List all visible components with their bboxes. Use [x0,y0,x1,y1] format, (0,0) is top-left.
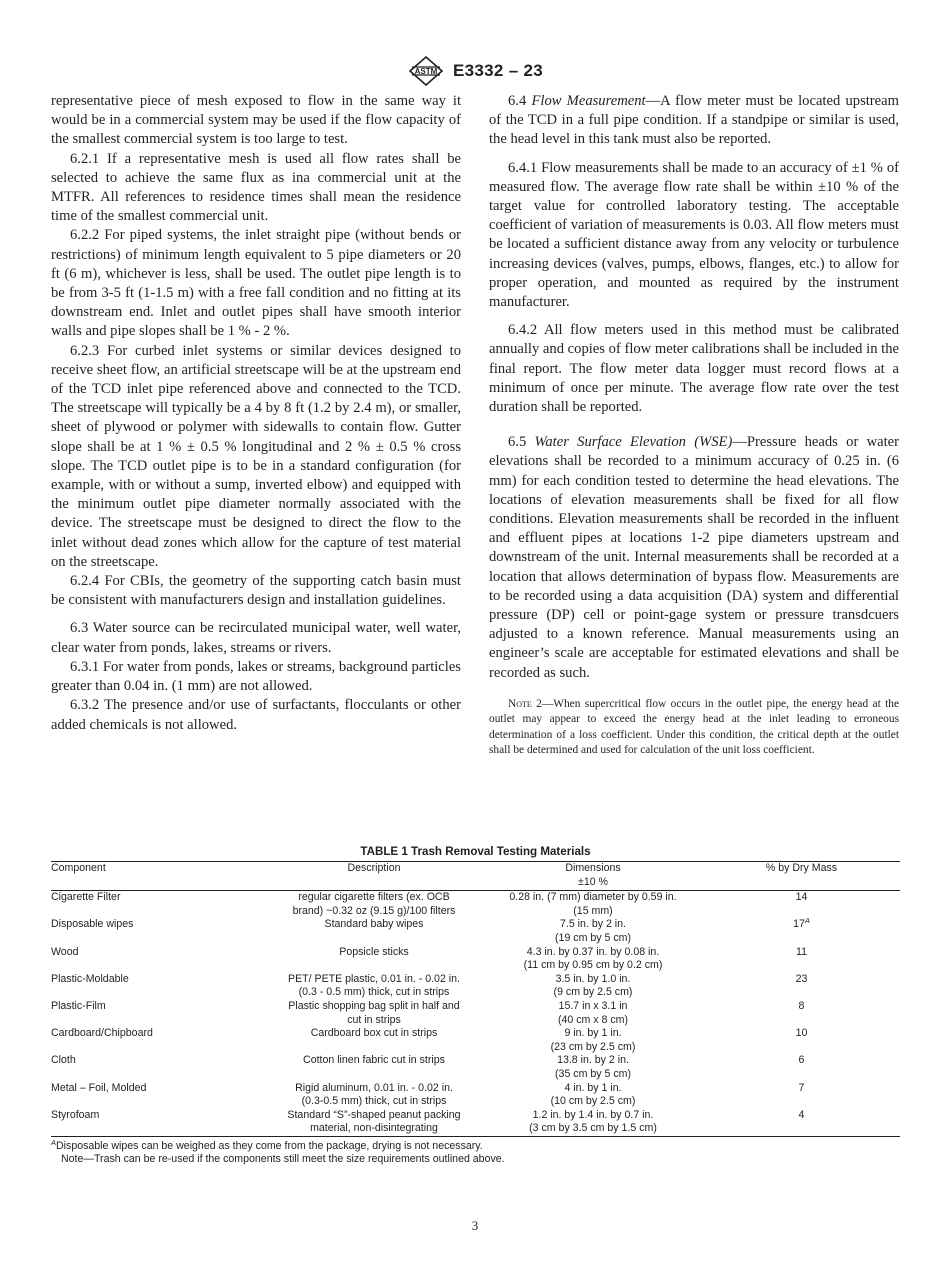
section-6-4-number: 6.4 [508,93,527,109]
mass-value: 10 [795,1027,808,1040]
component-name: Plastic-Film [51,999,106,1012]
dimensions-line1: 4.3 in. by 0.37 in. by 0.08 in. [526,945,660,958]
mass-value: 11 [796,945,807,958]
dimensions-line1: 9 in. by 1 in. [564,1027,622,1040]
description-line1: Plastic shopping bag split in half and [288,999,460,1012]
section-6-3-1: 6.3.1 For water from ponds, lakes or streams, background particles greater than 0.04 in. (1 mm) are not allowed. [51,658,461,695]
cell-component [51,1000,265,1027]
mass-value: 23 [795,972,808,985]
section-6-4-text: —A flow meter must be located upstream of the TCD in a full pipe condition. If a standpipe or similar is used, the head level in this tank must also be reported. [489,93,899,148]
dimensions-line2: (15 mm) [573,904,613,917]
header-component: Component [51,862,106,874]
section-6-4-1: 6.4.1 Flow measurements shall be made to an accuracy of ±1 % of measured flow. The average flow rate shall be within ±10 % of the target value for controlled laboratory testing. The acceptable coefficient of variation of measurements is 0.03. All flow meters must be located a sufficient distance away from any velocity or turbulence increasing devices (valves, pumps, elbows, flanges, etc.) to allow for proper operation, and mounted as required by the instrument manufacturer. [489,159,899,311]
section-6-3: 6.3 Water source can be recirculated municipal water, well water, clear water from ponds, lakes, streams or rivers. [51,620,461,656]
component-name: Plastic-Moldable [51,972,129,985]
cell-description [265,891,483,919]
description-line1: Standard “S”-shaped peanut packing [287,1108,461,1121]
cell-dimensions [483,1000,703,1027]
description-line2: brand) ~0.32 oz (9.15 g)/100 filters [292,904,456,917]
dimensions-line1: 1.2 in. by 1.4 in. by 0.7 in. [532,1108,654,1121]
description-line1: Standard baby wipes [324,918,424,931]
section-6-4-2: 6.4.2 All flow meters used in this method must be calibrated annually and copies of flow meter calibrations shall be included in the final report. The flow meter data logger must record flows at a minimum of once per minute. The average flow rate over the test duration shall be reported. [489,322,899,416]
dimensions-line2: (10 cm by 2.5 cm) [550,1095,636,1108]
note-2 [489,697,899,759]
dimensions-line1: 3.5 in. by 1.0 in. [555,972,631,985]
section-6-5 [489,433,899,683]
table-note: Note—Trash can be re-used if the components still meet the size requirements outlined above. [61,1153,505,1166]
note-2-label: Note 2 [508,697,542,710]
description-line1: Popsicle sticks [339,945,409,958]
standard-designation: E3332 – 23 [453,61,543,80]
section-6-2-4: 6.2.4 For CBIs, the geometry of the supporting catch basin must be consistent with manufacturers design and installation guidelines. [51,573,461,609]
header-mass: % by Dry Mass [765,862,838,874]
component-name: Cigarette Filter [51,891,121,904]
description-line2: material, non-disintegrating [310,1122,438,1135]
mass-value: 14 [795,891,808,904]
page-header [0,56,950,86]
description-line1: Cotton linen fabric cut in strips [303,1054,445,1067]
mass-value: 8 [798,999,805,1012]
section-6-4 [489,92,899,150]
cell-component [51,1054,265,1081]
table-title: TABLE 1 Trash Removal Testing Materials [360,845,591,858]
dimensions-line2: (35 cm by 5 cm) [555,1067,631,1080]
page-number: 3 [471,1218,479,1233]
cell-mass [703,918,900,945]
table-row [51,946,900,973]
cell-mass [703,1000,900,1027]
cell-dimensions [483,1082,703,1109]
cell-component [51,891,265,919]
cell-dimensions [483,1027,703,1054]
footnote-marker: A [51,1137,57,1147]
cell-mass [703,891,900,919]
footnote-text: Disposable wipes can be weighed as they come from the package, drying is not necessary. [56,1139,483,1152]
section-6-2-2: 6.2.2 For piped systems, the inlet straight pipe (without bends or restrictions) of minimum length equivalent to 5 pipe diameters or 20 ft (6 m), whichever is less, shall be used. The outlet pipe length is to be from 3-5 ft (1-1.5 m) with a free fall condition and no fitting at its downstream end. Inlet and outlet pipes shall have smooth interior walls and pipe slopes shall be 1 % - 2 %. [51,227,461,340]
description-line1: Cardboard box cut in strips [310,1027,438,1040]
cell-component [51,1109,265,1137]
component-name: Wood [51,945,79,958]
table-row [51,1054,900,1081]
component-name: Cloth [51,1054,76,1067]
header-dimensions [483,862,703,891]
description-line2: (0.3-0.5 mm) thick, cut in strips [301,1095,447,1108]
dimensions-line1: 0.28 in. (7 mm) diameter by 0.59 in. [509,891,677,904]
table-body [51,891,900,1137]
paragraph-continuation: representative piece of mesh exposed to flow in the same way it would be in a commercial system may be used if the flow capacity of the smallest commercial system is too large to test. [51,93,461,148]
dimensions-line2: (3 cm by 3.5 cm by 1.5 cm) [529,1122,657,1135]
cell-mass [703,1054,900,1081]
cell-component [51,1027,265,1054]
section-6-2-3: 6.2.3 For curbed inlet systems or similar devices designed to receive sheet flow, an artificial streetscape will be at the upstream end of the TCD inlet pipe referenced above and connected to the TCD. The streetscape will typically be a 4 by 8 ft (1.2 by 2.4 m), or smaller, sheet of plywood or polymer with sidewalls to contain flow. Gutter slope shall be at 1 % ± 0.5 % longitudinal and 2 % ± 0.5 % cross slope. The TCD outlet pipe is to be in a standard configuration (for example, with or without a sump, inverted elbow) and equipped with the minimum outlet pipe diameter normally associated with the device. The streetscape must be designed to direct the flow to the inlet without dead zones which allow for the capture of test material on the streetscape. [51,342,461,570]
cell-description [265,1082,483,1109]
cell-component [51,946,265,973]
table-header-row [51,862,900,891]
description-line2: (0.3 - 0.5 mm) thick, cut in strips [298,986,450,999]
table-notes [51,1137,900,1167]
dimensions-line2: (11 cm by 0.95 cm by 0.2 cm) [523,959,663,972]
table-row [51,1000,900,1027]
cell-mass [703,1082,900,1109]
section-6-3-2: 6.3.2 The presence and/or use of surfactants, flocculants or other added chemicals is not allowed. [51,697,461,733]
cell-dimensions [483,1054,703,1081]
cell-description [265,973,483,1000]
materials-table [51,861,900,1137]
table-row [51,1109,900,1137]
mass-value: 17 [793,918,805,931]
mass-footnote-marker: A [804,916,810,926]
section-6-5-number: 6.5 [508,434,527,451]
section-6-4-title: Flow Measurement [531,93,646,109]
header-dimensions-line2: ±10 % [578,875,608,888]
dimensions-line2: (9 cm by 2.5 cm) [553,986,633,999]
description-line2: cut in strips [347,1013,401,1026]
section-6-5-title: Water Surface Elevation (WSE) [534,434,733,451]
cell-mass [703,946,900,973]
cell-component [51,973,265,1000]
component-name: Metal – Foil, Molded [51,1081,147,1094]
component-name: Cardboard/Chipboard [51,1027,153,1040]
dimensions-line2: (19 cm by 5 cm) [555,931,631,944]
dimensions-line1: 7.5 in. by 2 in. [560,918,626,931]
dimensions-line1: 13.8 in. by 2 in. [557,1054,629,1067]
cell-component [51,918,265,945]
table-row [51,891,900,919]
cell-dimensions [483,973,703,1000]
dimensions-line1: 15.7 in x 3.1 in [558,999,628,1012]
cell-description [265,1000,483,1027]
cell-dimensions [483,891,703,919]
left-column [51,92,461,735]
header-dimensions-line1: Dimensions [565,862,621,874]
cell-component [51,1082,265,1109]
section-6-5-text: —Pressure heads or water elevations shall be recorded to a minimum accuracy of 0.25 in. (6 mm) for each condition tested to determine the head elevations. The locations of elevation measurements shall be fixed for all flow conditions. Elevation measurements shall be recorded in the influent and effluent pipes at locations 1-2 pipe diameters upstream and downstream of the unit. Internal measurements shall be recorded at a location that allows determination of bypass flow. Measurements are to be recorded using a data acquisition (DA) system and differential pressure (DP) cell or point-gage system or pressure transdcuers adjusted to a known reference. Manual measurements using an engineer’s scale are acceptable for estimated elevations and shall be recorded as such. [489,434,899,681]
component-name: Styrofoam [51,1108,100,1121]
cell-dimensions [483,946,703,973]
note-2-text: —When supercritical flow occurs in the outlet pipe, the energy head at the outlet may appear to exceed the energy head at the inlet leading to erroneous determination of a loss coefficient. Under this condition, the critical depth at the outlet shall be determined and used for calculation of the unit loss coefficient. [489,697,899,757]
table-row [51,1027,900,1054]
dimensions-line2: (23 cm by 2.5 cm) [550,1040,636,1053]
cell-dimensions [483,1109,703,1137]
table-1 [51,845,900,1167]
table-footnote-a [51,1137,900,1154]
cell-mass [703,1109,900,1137]
mass-value: 4 [798,1108,805,1121]
mass-value: 7 [798,1081,805,1094]
table-row [51,918,900,945]
cell-mass [703,973,900,1000]
component-name: Disposable wipes [51,918,134,931]
cell-description [265,1027,483,1054]
cell-mass [703,1027,900,1054]
table-row [51,973,900,1000]
description-line1: PET/ PETE plastic, 0.01 in. - 0.02 in. [288,972,460,985]
logo-text: ASTM [414,67,438,76]
header-description: Description [347,862,401,874]
table-row [51,1082,900,1109]
astm-logo-icon [407,56,445,86]
dimensions-line2: (40 cm x 8 cm) [557,1013,629,1026]
section-6-2-1: 6.2.1 If a representative mesh is used all flow rates shall be selected to achieve the same flux as ina commercial unit at the MTFR. All references to residence times shall mean the residence time of the smallest commercial unit. [51,150,461,225]
cell-description [265,1109,483,1137]
cell-dimensions [483,918,703,945]
mass-value: 6 [798,1054,805,1067]
description-line1: regular cigarette filters (ex. OCB [298,891,450,904]
cell-description [265,918,483,945]
cell-description [265,946,483,973]
description-line1: Rigid aluminum, 0.01 in. - 0.02 in. [295,1081,453,1094]
cell-description [265,1054,483,1081]
dimensions-line1: 4 in. by 1 in. [564,1081,622,1094]
right-column [489,92,899,759]
